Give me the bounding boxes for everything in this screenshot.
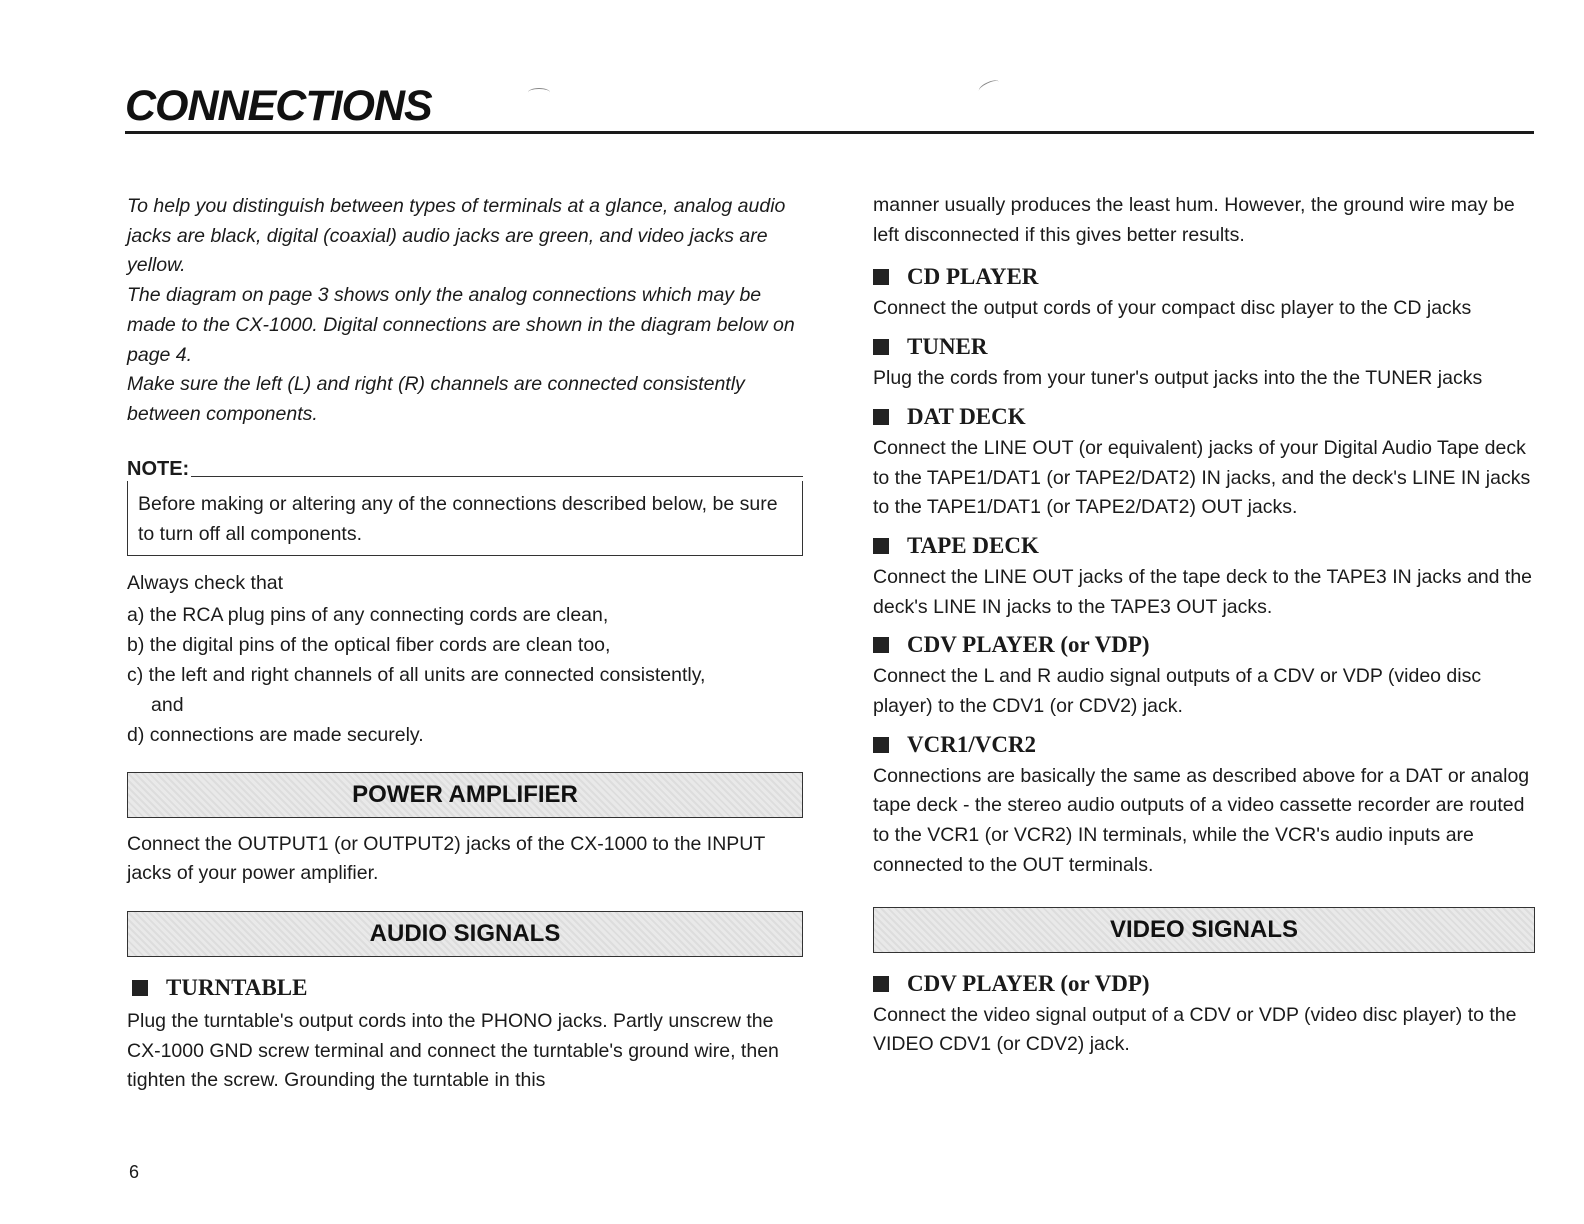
page-number: 6 <box>129 1162 140 1182</box>
checklist-intro: Always check that <box>127 571 284 594</box>
power-amplifier-text: Connect the OUTPUT1 (or OUTPUT2) jacks of the CX-1000 to the INPUT jacks of your power amplifier. <box>127 832 765 885</box>
section-heading-label: CDV PLAYER (or VDP) <box>907 970 1150 996</box>
intro-paragraph: To help you distinguish between types of terminals at a glance, analog audio jacks are black, digital (coaxial) audio jacks are green, and video jacks are yellow. <box>127 195 786 277</box>
checklist-item: a) the RCA plug pins of any connecting cords are clean, <box>127 603 609 626</box>
banner-label: VIDEO SIGNALS <box>1109 915 1299 943</box>
square-bullet-icon <box>873 409 889 425</box>
section-heading-video-cdv-player <box>873 971 1535 997</box>
section-heading-cd-player <box>873 264 1535 290</box>
section-heading-label: TAPE DECK <box>907 532 1039 558</box>
power-amplifier-banner <box>127 772 803 818</box>
section-heading-tape-deck <box>873 533 1535 559</box>
section-text: Plug the cords from your tuner's output jacks into the the TUNER jacks <box>873 367 1483 390</box>
video-signals-banner <box>873 907 1535 953</box>
title-rule <box>125 131 1534 134</box>
note-box <box>127 481 803 556</box>
square-bullet-icon <box>873 737 889 753</box>
checklist-item: b) the digital pins of the optical fiber cords are clean too, <box>127 633 611 656</box>
note-text: Before making or altering any of the connections described below, be sure to turn off all components. <box>138 492 778 545</box>
square-bullet-icon <box>132 980 148 996</box>
section-text: Connect the L and R audio signal outputs of a CDV or VDP (video disc player) to the CDV1 (or CDV2) jack. <box>873 665 1482 718</box>
section-heading-label: TUNER <box>907 334 988 360</box>
square-bullet-icon <box>873 637 889 653</box>
scan-speck <box>977 78 1001 95</box>
section-text: Connect the LINE OUT jacks of the tape deck to the TAPE3 IN jacks and the deck's LINE IN jacks to the TAPE3 OUT jacks. <box>873 565 1533 618</box>
square-bullet-icon <box>873 976 889 992</box>
checklist-item: c) the left and right channels of all units are connected consistently, <box>127 663 706 686</box>
section-text: Connect the output cords of your compact disc player to the CD jacks <box>873 297 1472 320</box>
checklist-item: d) connections are made securely. <box>127 723 424 746</box>
section-heading-label: CD PLAYER <box>907 264 1039 290</box>
square-bullet-icon <box>873 339 889 355</box>
section-text: Connect the video signal output of a CDV or VDP (video disc player) to the VIDEO CDV1 (or CDV2) jack. <box>873 1003 1517 1056</box>
left-column <box>127 192 803 1096</box>
checklist <box>127 568 803 750</box>
banner-label: AUDIO SIGNALS <box>369 920 561 948</box>
section-text: Connections are basically the same as described above for a DAT or analog tape deck - the stereo audio outputs of a video cassette recorder are routed to the VCR1 (or VCR2) IN terminals, while the VCR's audio inputs are connected to the OUT terminals. <box>873 764 1530 876</box>
section-heading-label: VCR1/VCR2 <box>907 731 1037 757</box>
section-heading-turntable <box>132 975 803 1001</box>
square-bullet-icon <box>873 269 889 285</box>
turntable-text: Plug the turntable's output cords into the PHONO jacks. Partly unscrew the CX-1000 GND screw terminal and connect the turntable's ground wire, then tighten the screw. Grounding the turntable in this <box>127 1010 779 1092</box>
section-heading-label: TURNTABLE <box>166 975 308 1001</box>
continued-paragraph: manner usually produces the least hum. However, the ground wire may be left disconnected if this gives better results. <box>873 194 1515 246</box>
note-label: NOTE: <box>127 457 190 480</box>
section-heading-cdv-player <box>873 632 1535 658</box>
section-heading-label: CDV PLAYER (or VDP) <box>907 632 1150 658</box>
section-heading-vcr <box>873 732 1535 758</box>
scan-speck <box>528 88 550 97</box>
section-heading-tuner <box>873 334 1535 360</box>
banner-label: POWER AMPLIFIER <box>352 780 578 808</box>
section-heading-label: DAT DECK <box>907 403 1026 429</box>
note-rule <box>191 476 803 477</box>
note-heading <box>127 458 803 481</box>
checklist-item-continued: and <box>151 693 184 716</box>
audio-signals-banner <box>127 911 803 957</box>
section-heading-dat-deck <box>873 404 1535 430</box>
page-title: CONNECTIONS <box>125 82 432 130</box>
intro-paragraph: Make sure the left (L) and right (R) channels are connected consistently between components. <box>127 373 745 425</box>
square-bullet-icon <box>873 538 889 554</box>
intro-paragraph: The diagram on page 3 shows only the analog connections which may be made to the CX-1000. Digital connections are shown in the diagram below on page 4. <box>127 284 795 366</box>
section-text: Connect the LINE OUT (or equivalent) jacks of your Digital Audio Tape deck to the TAPE1/DAT1 (or TAPE2/DAT2) IN jacks, and the deck's LINE IN jacks to the TAPE1/DAT1 (or TAPE2/DAT2) OUT jacks. <box>873 436 1531 519</box>
right-column <box>873 191 1535 1060</box>
